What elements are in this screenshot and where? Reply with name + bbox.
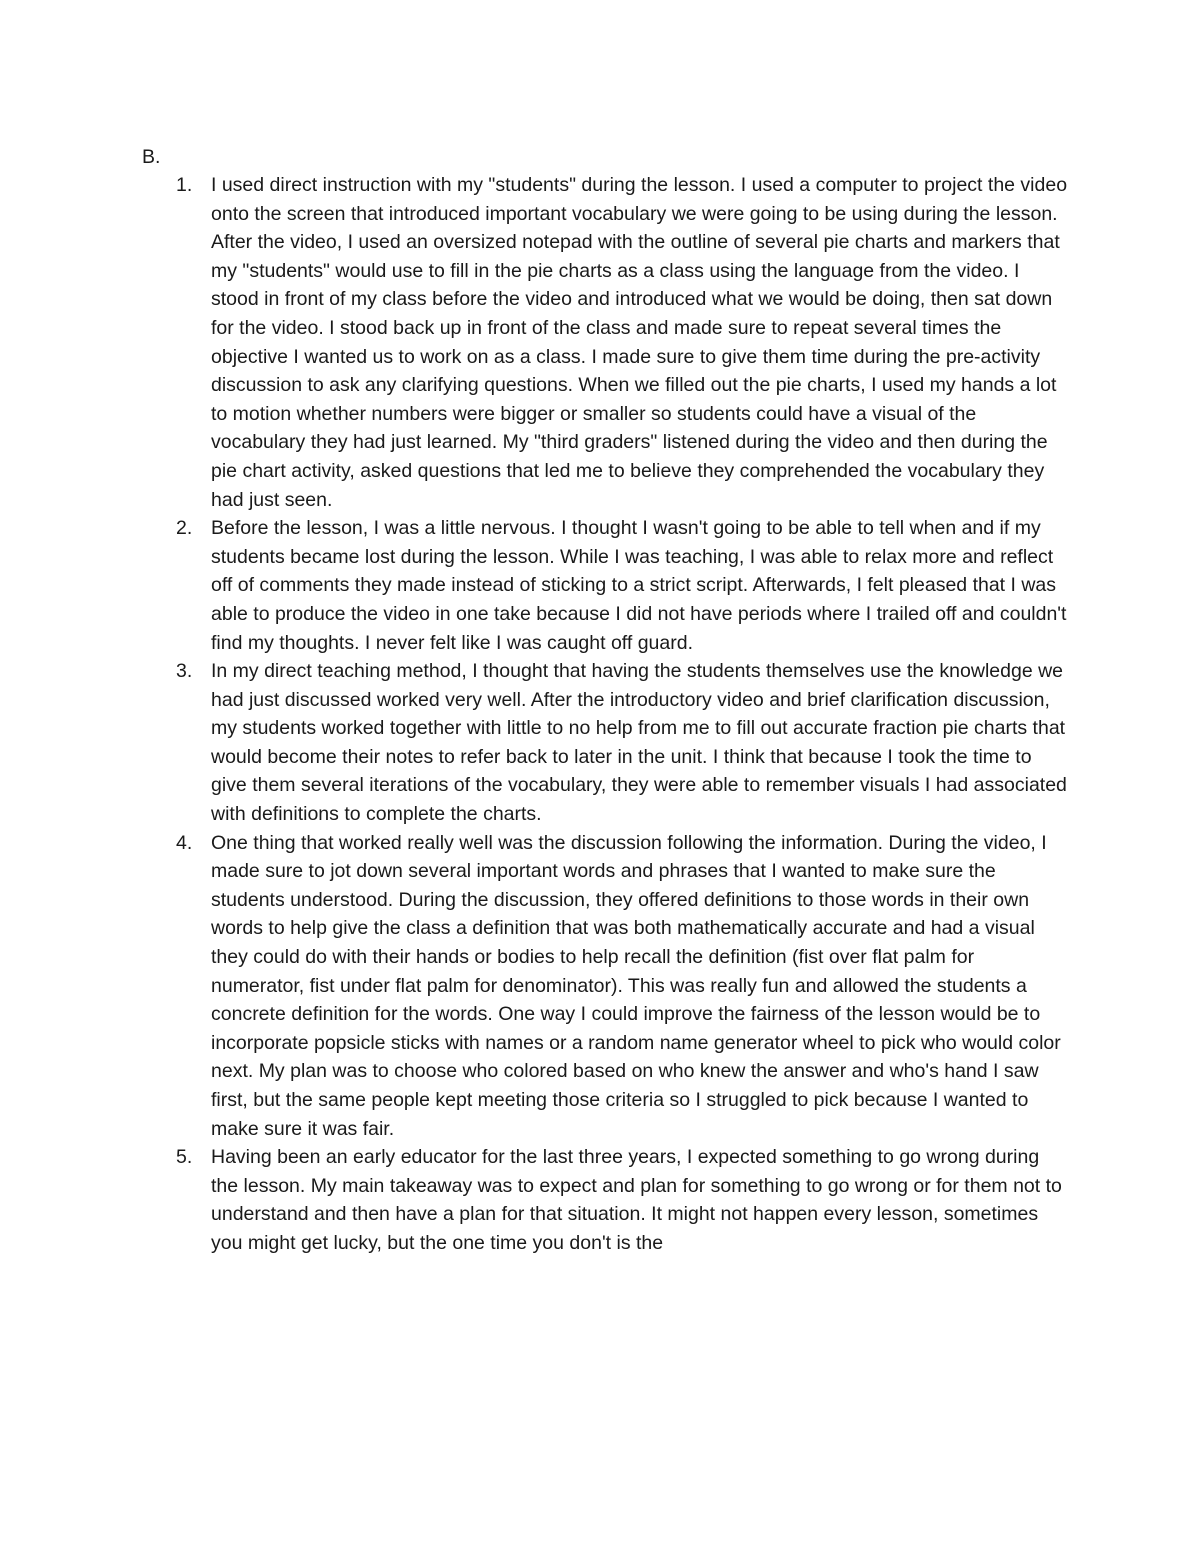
list-item-number: 2. xyxy=(176,517,193,540)
section-label: B. xyxy=(142,146,161,168)
list-item-text: Having been an early educator for the last three years, I expected something to go wrong during the lesson. My main takeaway was to expect and plan for something to go wrong or for them not to understand and then have a plan for that situation. It might not happen every lesson, sometimes you might get lucky, but the one time you don't is the xyxy=(211,1146,1062,1254)
reflection-list xyxy=(0,171,1200,1258)
list-item-text: I used direct instruction with my "students" during the lesson. I used a computer to project the video onto the screen that introduced important vocabulary we were going to be using during the lesson. After the video, I used an oversized notepad with the outline of several pie charts and markers that my "students" would use to fill in the pie charts as a class using the language from the video. I stood in front of my class before the video and introduced what we would be doing, then sat down for the video. I stood back up in front of the class and made sure to repeat several times the objective I wanted us to work on as a class. I made sure to give them time during the pre-activity discussion to ask any clarifying questions. When we filled out the pie charts, I used my hands a lot to motion whether numbers were bigger or smaller so students could have a visual of the vocabulary they had just learned. My "third graders" listened during the video and then during the pie chart activity, asked questions that led me to believe they comprehended the vocabulary they had just seen. xyxy=(211,174,1068,511)
list-item xyxy=(0,829,1200,1144)
list-item-number: 1. xyxy=(176,174,193,196)
list-item-number: 4. xyxy=(176,831,193,854)
list-item-text: Before the lesson, I was a little nervous. I thought I wasn't going to be able to tell when and if my students became lost during the lesson. While I was teaching, I was able to relax more and reflect off of comments they made instead of sticking to a strict script. Afterwards, I felt pleased that I was able to produce the video in one take because I did not have periods where I trailed off and couldn't find my thoughts. I never felt like I was caught off guard. xyxy=(211,517,1067,654)
list-item-number: 3. xyxy=(176,660,193,683)
list-item xyxy=(0,657,1200,829)
list-item-text: One thing that worked really well was the discussion following the information. During the video, I made sure to jot down several important words and phrases that I wanted to make sure the students understood. During the discussion, they offered definitions to those words in their own words to help give the class a definition that was both mathematically accurate and had a visual they could do with their hands or bodies to help recall the definition (fist over flat palm for numerator, fist under flat palm for denominator). This was really fun and allowed the students a concrete definition for the words. One way I could improve the fairness of the lesson would be to incorporate popsicle sticks with names or a random name generator wheel to pick who would color next. My plan was to choose who colored based on who knew the answer and who's hand I saw first, but the same people kept meeting those criteria so I struggled to pick because I wanted to make sure it was fair. xyxy=(211,831,1061,1140)
list-item-text: In my direct teaching method, I thought that having the students themselves use the knowledge we had just discussed worked very well. After the introductory video and brief clarification discussion, my students worked together with little to no help from me to fill out accurate fraction pie charts that would become their notes to refer back to later in the unit. I think that because I took the time to give them several iterations of the vocabulary, they were able to remember visuals I had associated with definitions to complete the charts. xyxy=(211,660,1067,826)
list-item-number: 5. xyxy=(176,1146,193,1169)
list-item xyxy=(0,514,1200,657)
list-item xyxy=(0,1143,1200,1257)
list-item xyxy=(0,171,1200,514)
